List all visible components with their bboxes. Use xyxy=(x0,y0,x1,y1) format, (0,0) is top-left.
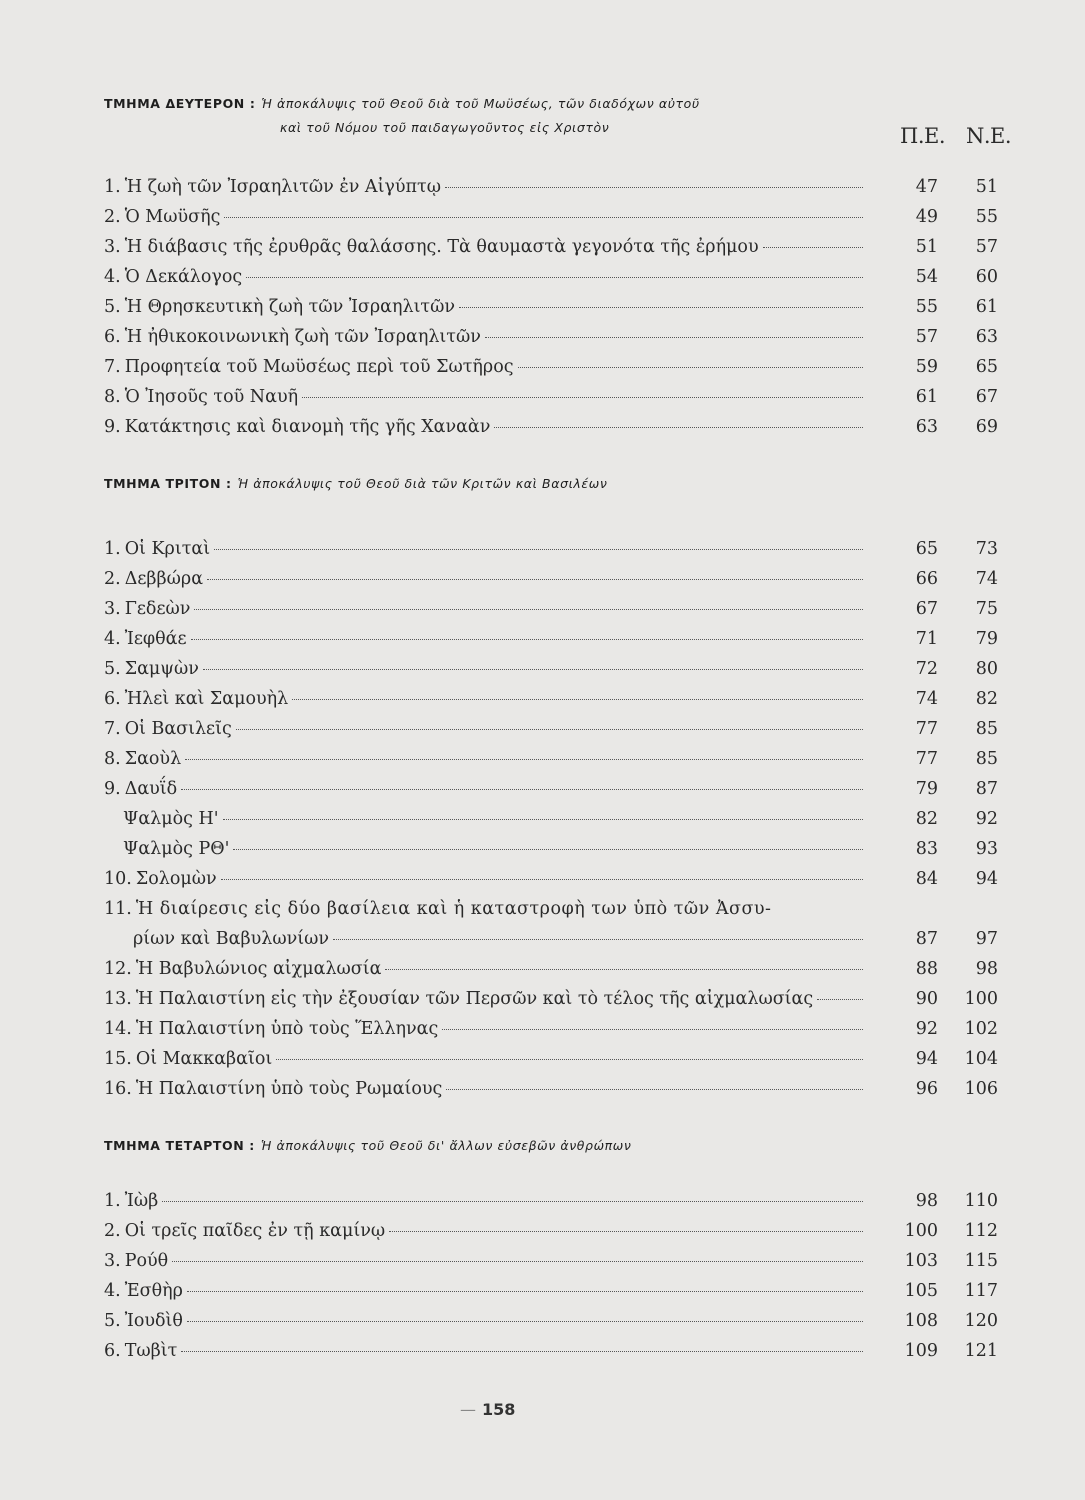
dot-leader xyxy=(389,1231,863,1232)
toc-entry xyxy=(104,296,867,318)
entry-number: 2. xyxy=(104,207,121,227)
toc-entry xyxy=(104,236,867,258)
entry-number: 2. xyxy=(104,569,121,589)
entry-title: Σολομὼν xyxy=(135,869,217,889)
page-footer: — 158 xyxy=(460,1400,516,1419)
toc-entry xyxy=(104,868,867,890)
section4-lead: ΤΜΗΜΑ ΤΕΤΑΡΤΟΝ : xyxy=(104,1138,255,1153)
entry-number: 3. xyxy=(104,1251,121,1271)
section2-title: Ἡ ἀποκάλυψις τοῦ Θεοῦ διὰ τοῦ Μωϋσέως, τῶν διαδόχων αὐτοῦ xyxy=(261,96,700,111)
dot-leader xyxy=(292,699,863,700)
entry-title: Γεδεὼν xyxy=(124,599,191,619)
page-ref-ne: 97 xyxy=(975,929,998,949)
toc-entry xyxy=(104,326,867,348)
toc-entry xyxy=(104,778,867,800)
page-ref-pe: 100 xyxy=(904,1221,938,1241)
page-ref-pe: 57 xyxy=(915,327,938,347)
entry-number: 16. xyxy=(104,1079,132,1099)
entry-title: Ἠλεὶ καὶ Σαμουὴλ xyxy=(124,689,289,709)
dot-leader xyxy=(172,1261,863,1262)
entry-number: 12. xyxy=(104,959,132,979)
page-ref-ne: 87 xyxy=(975,779,998,799)
page-ref-ne: 120 xyxy=(964,1311,998,1331)
section2-subtitle: καὶ τοῦ Νόμου τοῦ παιδαγωγοῦντος εἰς Χριστὸν xyxy=(280,120,610,135)
entry-title: Προφητεία τοῦ Μωϋσέως περὶ τοῦ Σωτῆρος xyxy=(124,357,514,377)
section4-heading xyxy=(104,1138,631,1153)
page-ref-pe: 55 xyxy=(915,297,938,317)
page-ref-pe: 65 xyxy=(915,539,938,559)
page-ref-ne: 67 xyxy=(975,387,998,407)
dot-leader xyxy=(181,1351,863,1352)
page-ref-ne: 63 xyxy=(975,327,998,347)
entry-number: 11. xyxy=(104,899,132,919)
dot-leader xyxy=(233,849,863,850)
page-ref-ne: 100 xyxy=(964,989,998,1009)
dot-leader xyxy=(333,939,863,940)
toc-entry xyxy=(104,838,867,860)
dot-leader xyxy=(236,729,863,730)
entry-title: Τωβὶτ xyxy=(124,1341,178,1361)
entry-title: Δεββώρα xyxy=(124,569,204,589)
entry-title: Ἡ Παλαιστίνη ὑπὸ τοὺς Ρωμαίους xyxy=(135,1079,443,1099)
dot-leader xyxy=(207,579,863,580)
column-header-pe: Π.Ε. xyxy=(900,124,945,148)
entry-title: Ἰουδὶθ xyxy=(124,1311,183,1331)
page-ref-ne: 85 xyxy=(975,719,998,739)
toc-entry xyxy=(104,1250,867,1272)
toc-entry xyxy=(104,1018,867,1040)
toc-entry xyxy=(104,538,867,560)
page-ref-pe: 83 xyxy=(915,839,938,859)
entry-title: Ἐσθὴρ xyxy=(124,1281,183,1301)
page-ref-pe: 66 xyxy=(915,569,938,589)
entry-number: 3. xyxy=(104,599,121,619)
dot-leader xyxy=(459,307,863,308)
page-ref-ne: 61 xyxy=(975,297,998,317)
toc-entry xyxy=(104,988,867,1010)
entry-number: 8. xyxy=(104,387,121,407)
entry-title: Ψαλμὸς Η' xyxy=(123,809,219,829)
page-ref-pe: 92 xyxy=(915,1019,938,1039)
entry-number: 8. xyxy=(104,749,121,769)
section3-heading xyxy=(104,476,607,491)
page-ref-ne: 85 xyxy=(975,749,998,769)
dot-leader xyxy=(446,1089,863,1090)
dot-leader xyxy=(185,759,863,760)
dot-leader xyxy=(181,789,863,790)
entry-title: Σαμψὼν xyxy=(124,659,199,679)
page-ref-pe: 84 xyxy=(915,869,938,889)
entry-number: 9. xyxy=(104,417,121,437)
page-ref-ne: 115 xyxy=(964,1251,998,1271)
toc-entry xyxy=(104,658,867,680)
entry-number: 7. xyxy=(104,357,121,377)
toc-entry xyxy=(104,1190,867,1212)
page-ref-pe: 61 xyxy=(915,387,938,407)
page-ref-pe: 51 xyxy=(915,237,938,257)
entry-number: 4. xyxy=(104,1281,121,1301)
entry-number: 6. xyxy=(104,327,121,347)
entry-title: Οἱ Κριταὶ xyxy=(124,539,211,559)
page-ref-ne: 106 xyxy=(964,1079,998,1099)
page-ref-ne: 75 xyxy=(975,599,998,619)
page-ref-ne: 110 xyxy=(964,1191,998,1211)
toc-entry xyxy=(104,386,867,408)
dot-leader xyxy=(276,1059,863,1060)
page-ref-ne: 69 xyxy=(975,417,998,437)
entry-number: 2. xyxy=(104,1221,121,1241)
page-ref-pe: 90 xyxy=(915,989,938,1009)
dot-leader xyxy=(187,1321,863,1322)
page-ref-pe: 109 xyxy=(904,1341,938,1361)
dot-leader xyxy=(194,609,863,610)
entry-number: 1. xyxy=(104,1191,121,1211)
page-ref-ne: 74 xyxy=(975,569,998,589)
page-ref-ne: 93 xyxy=(975,839,998,859)
dot-leader xyxy=(385,969,863,970)
entry-title: Ἡ Παλαιστίνη ὑπὸ τοὺς Ἕλληνας xyxy=(135,1019,439,1039)
entry-number: 6. xyxy=(104,1341,121,1361)
page-ref-ne: 121 xyxy=(964,1341,998,1361)
page-ref-pe: 94 xyxy=(915,1049,938,1069)
page-ref-pe: 59 xyxy=(915,357,938,377)
page-ref-pe: 82 xyxy=(915,809,938,829)
toc-entry xyxy=(104,688,867,710)
column-header-ne: Ν.Ε. xyxy=(966,124,1012,148)
entry-title: Ρούθ xyxy=(124,1251,169,1271)
page-ref-pe: 49 xyxy=(915,207,938,227)
toc-entry xyxy=(104,808,867,830)
page-ref-ne: 92 xyxy=(975,809,998,829)
entry-title: ρίων καὶ Βαβυλωνίων xyxy=(133,929,330,949)
entry-title: Ἰεφθάε xyxy=(124,629,187,649)
toc-entry xyxy=(104,1340,867,1362)
page-ref-ne: 117 xyxy=(964,1281,998,1301)
dot-leader xyxy=(191,639,863,640)
page-ref-ne: 112 xyxy=(964,1221,998,1241)
entry-number: 4. xyxy=(104,629,121,649)
toc-entry xyxy=(104,176,867,198)
entry-number: 10. xyxy=(104,869,132,889)
page-ref-ne: 65 xyxy=(975,357,998,377)
dot-leader xyxy=(246,277,863,278)
entry-number: 14. xyxy=(104,1019,132,1039)
entry-number: 3. xyxy=(104,237,121,257)
entry-title: Ἡ ἠθικοκοινωνικὴ ζωὴ τῶν Ἰσραηλιτῶν xyxy=(124,327,481,347)
section3-lead: ΤΜΗΜΑ ΤΡΙΤΟΝ : xyxy=(104,476,232,491)
entry-number: 6. xyxy=(104,689,121,709)
toc-entry xyxy=(104,628,867,650)
page-ref-pe: 71 xyxy=(915,629,938,649)
page-ref-pe: 88 xyxy=(915,959,938,979)
toc-entry xyxy=(104,416,867,438)
page-ref-ne: 79 xyxy=(975,629,998,649)
entry-title: Ἡ Θρησκευτικὴ ζωὴ τῶν Ἰσραηλιτῶν xyxy=(124,297,456,317)
toc-entry xyxy=(104,598,867,620)
dot-leader xyxy=(187,1291,863,1292)
page-ref-pe: 63 xyxy=(915,417,938,437)
page-ref-ne: 82 xyxy=(975,689,998,709)
toc-entry xyxy=(104,748,867,770)
page-ref-pe: 87 xyxy=(915,929,938,949)
page-ref-pe: 79 xyxy=(915,779,938,799)
page-ref-pe: 54 xyxy=(915,267,938,287)
dot-leader xyxy=(445,187,863,188)
entry-title: Οἱ τρεῖς παῖδες ἐν τῇ καμίνῳ xyxy=(124,1221,386,1241)
dot-leader xyxy=(494,427,863,428)
toc-entry xyxy=(104,958,867,980)
entry-title: Ἡ Παλαιστίνη εἰς τὴν ἐξουσίαν τῶν Περσῶν καὶ τὸ τέλος τῆς αἰχμαλωσίας xyxy=(135,989,814,1009)
entry-title: Ἡ ζωὴ τῶν Ἰσραηλιτῶν ἐν Αἰγύπτῳ xyxy=(124,177,441,197)
page-ref-ne: 104 xyxy=(964,1049,998,1069)
entry-number: 7. xyxy=(104,719,121,739)
dot-leader xyxy=(302,397,863,398)
dot-leader xyxy=(214,549,863,550)
entry-number: 9. xyxy=(104,779,121,799)
page-ref-ne: 55 xyxy=(975,207,998,227)
dot-leader xyxy=(203,669,863,670)
page-ref-ne: 60 xyxy=(975,267,998,287)
entry-title: Ψαλμὸς ΡΘ' xyxy=(123,839,230,859)
dot-leader xyxy=(763,247,863,248)
entry-title: Οἱ Βασιλεῖς xyxy=(124,719,232,739)
toc-entry xyxy=(104,1078,867,1100)
dot-leader xyxy=(518,367,863,368)
toc-entry xyxy=(104,206,867,228)
entry-title: Κατάκτησις καὶ διανομὴ τῆς γῆς Χαναὰν xyxy=(124,417,491,437)
page-ref-pe: 98 xyxy=(915,1191,938,1211)
entry-title: Ἡ διάβασις τῆς ἐρυθρᾶς θαλάσσης. Τὰ θαυμαστὰ γεγονότα τῆς ἐρήμου xyxy=(124,237,759,257)
page-ref-ne: 80 xyxy=(975,659,998,679)
toc-entry xyxy=(104,898,867,920)
entry-number: 15. xyxy=(104,1049,132,1069)
toc-entry xyxy=(104,1220,867,1242)
entry-number: 1. xyxy=(104,177,121,197)
page-ref-pe: 67 xyxy=(915,599,938,619)
entry-title: Ἡ διαίρεσις εἰς δύο βασίλεια καὶ ἡ καταστροφὴ των ὑπὸ τῶν Ἀσσυ- xyxy=(135,899,772,919)
toc-entry xyxy=(104,1310,867,1332)
entry-title: Ὁ Ἰησοῦς τοῦ Ναυῆ xyxy=(124,387,299,407)
page-ref-ne: 98 xyxy=(975,959,998,979)
section2-heading xyxy=(104,96,700,111)
entry-number: 13. xyxy=(104,989,132,1009)
section2-lead: ΤΜΗΜΑ ΔΕΥΤΕΡΟΝ : xyxy=(104,96,256,111)
entry-title: Ὁ Μωϋσῆς xyxy=(124,207,221,227)
entry-number: 5. xyxy=(104,1311,121,1331)
toc-entry xyxy=(104,1280,867,1302)
section4-title: Ἡ ἀποκάλυψις τοῦ Θεοῦ δι' ἄλλων εὐσεβῶν ἀνθρώπων xyxy=(260,1138,632,1153)
toc-entry xyxy=(104,928,867,950)
page-ref-pe: 74 xyxy=(915,689,938,709)
dot-leader xyxy=(442,1029,863,1030)
page-number: 158 xyxy=(482,1400,516,1419)
page-ref-ne: 94 xyxy=(975,869,998,889)
entry-title: Ἡ Βαβυλώνιος αἰχμαλωσία xyxy=(135,959,382,979)
page-ref-pe: 72 xyxy=(915,659,938,679)
dot-leader xyxy=(223,819,863,820)
toc-entry xyxy=(104,266,867,288)
page-ref-pe: 77 xyxy=(915,719,938,739)
entry-number: 5. xyxy=(104,659,121,679)
toc-entry xyxy=(104,718,867,740)
dot-leader xyxy=(485,337,863,338)
page-ref-ne: 73 xyxy=(975,539,998,559)
page-ref-pe: 77 xyxy=(915,749,938,769)
entry-number: 5. xyxy=(104,297,121,317)
toc-entry xyxy=(104,568,867,590)
page-ref-ne: 51 xyxy=(975,177,998,197)
page-ref-pe: 96 xyxy=(915,1079,938,1099)
dot-leader xyxy=(162,1201,863,1202)
page-ref-ne: 57 xyxy=(975,237,998,257)
dot-leader xyxy=(221,879,863,880)
entry-title: Σαοὺλ xyxy=(124,749,182,769)
toc-entry xyxy=(104,1048,867,1070)
page-ref-pe: 47 xyxy=(915,177,938,197)
section3-title: Ἡ ἀποκάλυψις τοῦ Θεοῦ διὰ τῶν Κριτῶν καὶ Βασιλέων xyxy=(237,476,608,491)
page-ref-pe: 105 xyxy=(904,1281,938,1301)
entry-title: Οἱ Μακκαβαῖοι xyxy=(135,1049,273,1069)
entry-title: Δαυΐδ xyxy=(124,779,178,799)
page-ref-pe: 108 xyxy=(904,1311,938,1331)
entry-number: 4. xyxy=(104,267,121,287)
entry-number: 1. xyxy=(104,539,121,559)
page-ref-ne: 102 xyxy=(964,1019,998,1039)
dot-leader xyxy=(224,217,863,218)
entry-title: Ἰὼβ xyxy=(124,1191,159,1211)
entry-title: Ὁ Δεκάλογος xyxy=(124,267,243,287)
toc-entry xyxy=(104,356,867,378)
dot-leader xyxy=(817,999,863,1000)
page-ref-pe: 103 xyxy=(904,1251,938,1271)
